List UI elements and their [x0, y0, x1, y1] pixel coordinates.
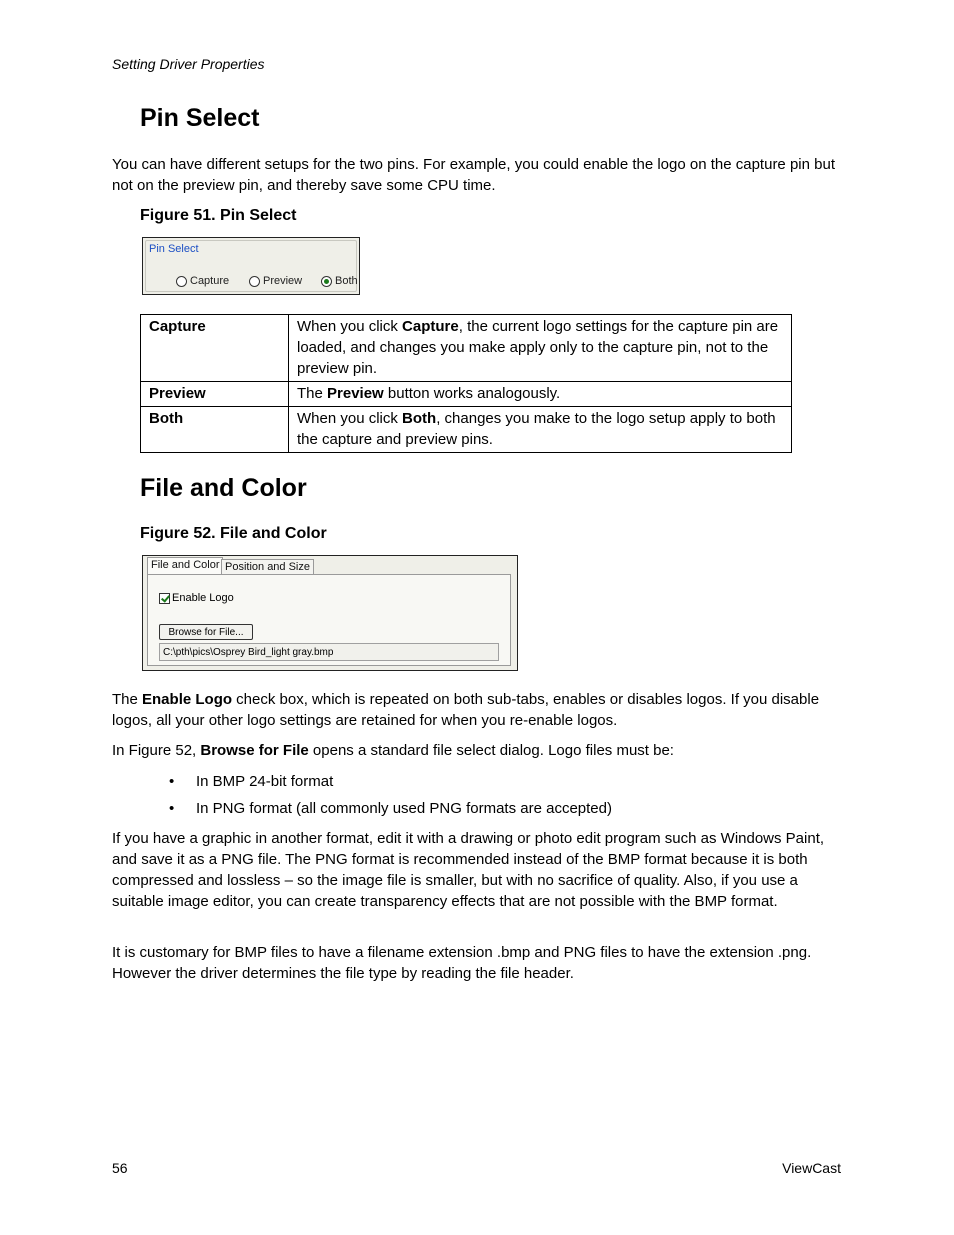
running-header: Setting Driver Properties: [112, 56, 265, 72]
table-row: [141, 315, 792, 382]
radio-both[interactable]: [321, 275, 358, 287]
pin-select-intro: You can have different setups for the two pins. For example, you could enable the logo on the capture pin but not on the preview pin, and thereby save some CPU time.: [112, 156, 835, 194]
description-cell: The Preview button works analogously.: [289, 382, 792, 407]
section-heading-file-and-color: File and Color: [140, 474, 307, 502]
radio-capture-label: Capture: [190, 275, 230, 287]
pin-select-definition-table: [140, 314, 792, 453]
file-extension-paragraph: It is customary for BMP files to have a filename extension .bmp and PNG files to have the extension .png. However the driver determines the file type by reading the file header.: [112, 944, 812, 982]
description-cell: When you click Both, changes you make to the logo setup apply to both the capture and preview pins.: [289, 407, 792, 453]
term-cell: Preview: [141, 382, 289, 407]
pin-select-screenshot: [142, 237, 360, 295]
page-number: 56: [112, 1160, 128, 1176]
list-item: • In PNG format (all commonly used PNG formats are accepted): [112, 798, 612, 825]
term-cell: Capture: [141, 315, 289, 382]
section-heading-pin-select: Pin Select: [140, 104, 260, 132]
file-and-color-screenshot: [142, 555, 518, 671]
enable-logo-paragraph: The Enable Logo check box, which is repeated on both sub-tabs, enables or disables logos. If you disable logos, all your other logo settings are retained for when you re-enable logos.: [112, 691, 820, 729]
figure-51-caption: Figure 51. Pin Select: [140, 207, 297, 224]
footer-brand: ViewCast: [782, 1160, 841, 1176]
description-cell: When you click Capture, the current logo settings for the capture pin are loaded, and changes you make apply only to the capture pin, not to the preview pin.: [289, 315, 792, 382]
logo-format-list: [112, 771, 612, 825]
tab-file-and-color[interactable]: File and Color: [147, 557, 223, 575]
enable-logo-checkbox[interactable]: [159, 592, 234, 604]
checkbox-checked-indicator: [159, 593, 170, 604]
browse-paragraph: In Figure 52, Browse for File opens a standard file select dialog. Logo files must be:: [112, 742, 674, 759]
format-conversion-paragraph: If you have a graphic in another format, edit it with a drawing or photo edit program such as Windows Paint, and save it as a PNG file. The PNG format is recommended instead of the BMP format because it is both compressed and lossless – so the image file is smaller, but with no sacrifice of quality. Also, if you use a suitable image editor, you can create transparency effects that are not possible with the BMP format.: [112, 830, 825, 910]
logo-file-path-field[interactable]: C:\pth\pics\Osprey Bird_light gray.bmp: [159, 643, 499, 661]
term-cell: Both: [141, 407, 289, 453]
radio-capture-indicator: [176, 276, 187, 287]
enable-logo-label: Enable Logo: [172, 592, 234, 604]
file-and-color-panel: [147, 574, 511, 666]
tab-position-and-size[interactable]: Position and Size: [221, 559, 314, 575]
pin-select-group: [145, 240, 357, 292]
browse-for-file-button[interactable]: Browse for File...: [159, 624, 253, 640]
table-row: [141, 407, 792, 453]
radio-both-indicator-selected: [321, 276, 332, 287]
table-row: [141, 382, 792, 407]
figure-52-caption: Figure 52. File and Color: [140, 525, 327, 542]
radio-preview[interactable]: [249, 275, 302, 287]
list-item: • In BMP 24-bit format: [112, 771, 612, 798]
radio-preview-indicator: [249, 276, 260, 287]
pin-select-group-title: Pin Select: [149, 243, 199, 255]
radio-both-label: Both: [335, 275, 358, 287]
radio-preview-label: Preview: [263, 275, 303, 287]
radio-capture[interactable]: [176, 275, 229, 287]
